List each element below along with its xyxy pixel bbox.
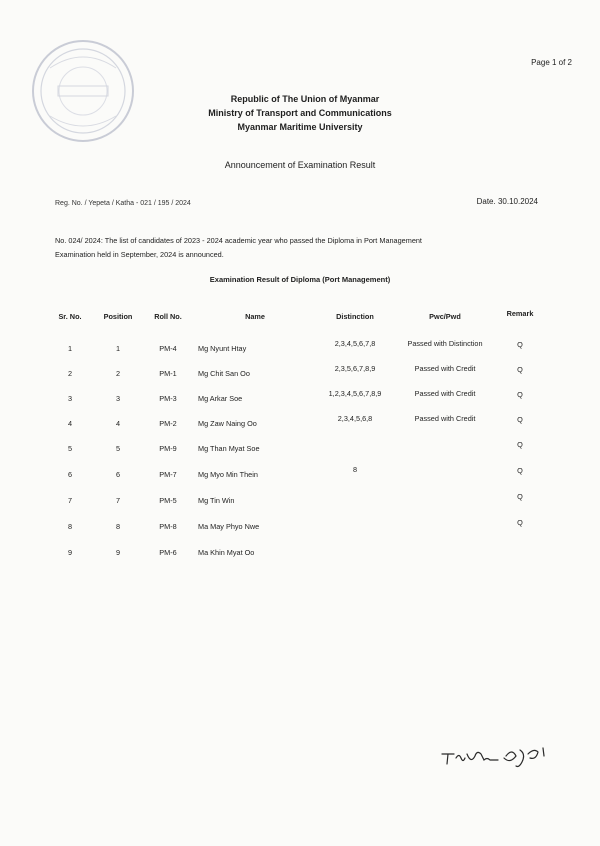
cell-remark: Q (517, 492, 523, 501)
header-university: Myanmar Maritime University (237, 122, 363, 132)
header-ministry: Ministry of Transport and Communications (208, 108, 392, 118)
table-row (0, 518, 600, 536)
cell-remark: Q (517, 415, 523, 424)
table-title: Examination Result of Diploma (Port Management) (209, 275, 391, 284)
cell-pwc-pwd: Passed with Credit (414, 389, 476, 398)
cell-sr-no: 8 (67, 522, 73, 531)
column-header-remark: Remark (506, 309, 534, 318)
cell-name: Mg Tin Win (198, 496, 235, 505)
cell-sr-no: 6 (67, 470, 73, 479)
document-header (0, 92, 600, 134)
cell-sr-no: 9 (67, 548, 73, 557)
header-country: Republic of The Union of Myanmar (230, 94, 380, 104)
cell-name: Ma May Phyo Nwe (198, 522, 260, 531)
cell-remark: Q (517, 440, 523, 449)
paragraph-line-1: No. 024/ 2024: The list of candidates of 2023 - 2024 academic year who passed the Diploma in Port Management (55, 236, 422, 245)
cell-sr-no: 2 (67, 369, 73, 378)
cell-sr-no: 4 (67, 419, 73, 428)
table-row (0, 414, 600, 433)
cell-roll-no: PM-9 (159, 444, 177, 453)
cell-name: Mg Chit San Oo (198, 369, 250, 378)
cell-sr-no: 1 (67, 344, 73, 353)
cell-pwc-pwd: Passed with Credit (414, 364, 476, 373)
cell-distinction: 1,2,3,4,5,6,7,8,9 (328, 389, 382, 398)
column-header-distinction: Distinction (336, 312, 374, 321)
cell-position: 9 (115, 548, 121, 557)
cell-roll-no: PM-5 (159, 496, 177, 505)
table-row (0, 492, 600, 510)
cell-remark: Q (517, 340, 523, 349)
table-row (0, 389, 600, 408)
cell-distinction: 8 (352, 465, 358, 474)
announcement-title: Announcement of Examination Result (224, 160, 376, 170)
cell-name: Mg Nyunt Htay (198, 344, 247, 353)
column-header-position: Position (103, 312, 133, 321)
cell-name: Mg Arkar Soe (198, 394, 243, 403)
cell-sr-no: 7 (67, 496, 73, 505)
table-row (0, 440, 600, 458)
cell-roll-no: PM-3 (159, 394, 177, 403)
column-header-name: Name (245, 312, 265, 321)
handwritten-signature-icon (440, 740, 550, 772)
cell-remark: Q (517, 518, 523, 527)
cell-distinction: 2,3,4,5,6,7,8 (334, 339, 376, 348)
column-header-roll-no: Roll No. (154, 312, 182, 321)
cell-position: 1 (115, 344, 121, 353)
reference-number: Reg. No. / Yepeta / Katha - 021 / 195 / 2024 (55, 200, 191, 207)
cell-remark: Q (517, 365, 523, 374)
cell-roll-no: PM-2 (159, 419, 177, 428)
cell-name: Mg Than Myat Soe (198, 444, 260, 453)
cell-roll-no: PM-8 (159, 522, 177, 531)
table-row (0, 548, 600, 562)
column-header-sr-no: Sr. No. (58, 312, 82, 321)
cell-position: 8 (115, 522, 121, 531)
cell-remark: Q (517, 390, 523, 399)
cell-roll-no: PM-6 (159, 548, 177, 557)
cell-pwc-pwd: Passed with Credit (414, 414, 476, 423)
cell-position: 7 (115, 496, 121, 505)
cell-remark: Q (517, 466, 523, 475)
cell-position: 4 (115, 419, 121, 428)
cell-roll-no: PM-7 (159, 470, 177, 479)
cell-position: 2 (115, 369, 121, 378)
cell-roll-no: PM-4 (159, 344, 177, 353)
table-row (0, 364, 600, 383)
cell-position: 3 (115, 394, 121, 403)
cell-pwc-pwd: Passed with Distinction (407, 339, 483, 348)
document-date: Date. 30.10.2024 (476, 197, 538, 206)
cell-distinction: 2,3,4,5,6,8 (337, 414, 373, 423)
cell-position: 5 (115, 444, 121, 453)
cell-name: Mg Zaw Naing Oo (198, 419, 257, 428)
cell-name: Mg Myo Min Thein (198, 470, 258, 479)
cell-sr-no: 5 (67, 444, 73, 453)
column-header-pwc-pwd: Pwc/Pwd (429, 312, 461, 321)
paragraph-line-2: Examination held in September, 2024 is announced. (55, 250, 224, 259)
cell-roll-no: PM-1 (159, 369, 177, 378)
table-row (0, 465, 600, 484)
announcement-paragraph (55, 234, 545, 262)
table-row (0, 339, 600, 358)
cell-name: Ma Khin Myat Oo (198, 548, 255, 557)
page-number: Page 1 of 2 (531, 58, 572, 67)
cell-position: 6 (115, 470, 121, 479)
cell-sr-no: 3 (67, 394, 73, 403)
cell-distinction: 2,3,5,6,7,8,9 (334, 364, 376, 373)
